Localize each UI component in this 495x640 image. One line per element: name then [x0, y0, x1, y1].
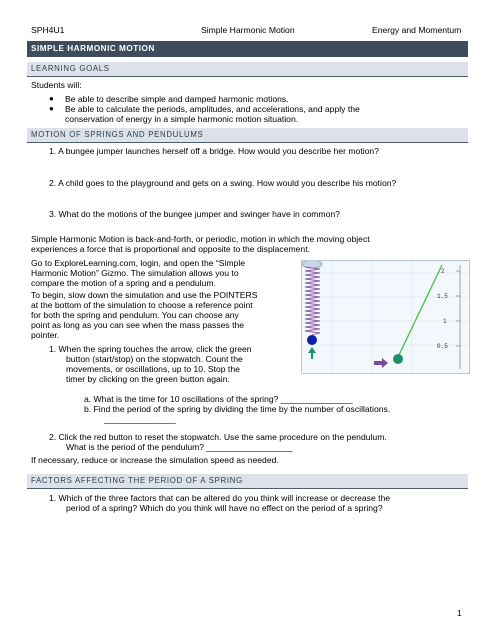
step-line: button (start/stop) on the stopwatch. Count the	[66, 354, 243, 364]
page-title: SIMPLE HARMONIC MOTION	[31, 44, 155, 53]
sub-question-b: b. Find the period of the spring by dividing the time by the number of oscillations.	[84, 404, 391, 414]
step-line: timer by clicking on the green button again.	[66, 374, 230, 384]
paragraph-line: point as long as you can see when the mass passes the	[31, 320, 245, 330]
page-number: 1	[457, 608, 462, 618]
paragraph-line: To begin, slow down the simulation and use the POINTERS	[31, 290, 258, 300]
question: 1. A bungee jumper launches herself off a bridge. How would you describe her motion?	[49, 146, 379, 156]
header-topic: Simple Harmonic Motion	[201, 25, 295, 35]
step-line: What is the period of the pendulum? __________________	[66, 442, 293, 452]
section-heading: MOTION OF SPRINGS AND PENDULUMS	[31, 130, 204, 139]
header-unit: Energy and Momentum	[372, 25, 462, 35]
paragraph-line: Harmonic Motion” Gizmo. The simulation allows you to	[31, 268, 239, 278]
section-learning-goals	[27, 62, 468, 77]
paragraph-line: compare the motion of a spring and a pendulum.	[31, 278, 216, 288]
scale-label: 1	[443, 318, 447, 325]
question: 2. A child goes to the playground and gets on a swing. How would you describe his motion?	[49, 178, 397, 188]
section-heading: FACTORS AFFECTING THE PERIOD OF A SPRING	[31, 476, 243, 485]
step-line: 2. Click the red button to reset the stopwatch. Use the same procedure on the pendulum.	[49, 432, 387, 442]
sub-question-a: a. What is the time for 10 oscillations of the spring? _______________	[84, 394, 353, 404]
paragraph-line: for both the spring and pendulum. You can choose any	[31, 310, 239, 320]
simulation-svg	[302, 261, 469, 373]
section-factors	[27, 474, 468, 489]
goal-item: Be able to calculate the periods, amplitudes, and accelerations, and apply the	[65, 104, 360, 114]
definition-text: experiences a force that is proportional and opposite to the displacement.	[31, 244, 310, 254]
speed-note: If necessary, reduce or increase the simulation speed as needed.	[31, 455, 279, 465]
question: 1. Which of the three factors that can be altered do you think will increase or decrease the	[49, 493, 391, 503]
scale-label: 2	[441, 268, 445, 275]
definition-text: Simple Harmonic Motion is back-and-forth, or periodic, motion in which the moving object	[31, 234, 370, 244]
scale-label: 1.5	[437, 293, 448, 300]
course-code: SPH4U1	[31, 25, 65, 35]
step-line: movements, or oscillations, up to 10. Stop the	[66, 364, 240, 374]
bullet-icon: ●	[49, 104, 54, 113]
bullet-icon: ●	[49, 94, 54, 103]
paragraph-line: Go to ExploreLearning.com, login, and open the “Simple	[31, 258, 246, 268]
paragraph-line: pointer.	[31, 330, 60, 340]
section-heading: LEARNING GOALS	[31, 64, 110, 73]
arrow-up-icon	[308, 347, 316, 359]
gizmo-simulation-image	[301, 260, 470, 374]
arrow-right-icon	[374, 358, 388, 368]
step-line: 1. When the spring touches the arrow, click the green	[49, 344, 252, 354]
goal-item: conservation of energy in a simple harmonic motion situation.	[65, 114, 299, 124]
question: period of a spring? Which do you think will have no effect on the period of a spring?	[66, 503, 383, 513]
answer-blank: _______________	[104, 414, 176, 424]
section-springs-pendulums	[27, 128, 468, 143]
paragraph-line: at the bottom of the simulation to choose a reference point	[31, 300, 253, 310]
scale-label: 0.5	[437, 343, 448, 350]
goal-item: Be able to describe simple and damped harmonic motions.	[65, 94, 289, 104]
students-will: Students will:	[31, 80, 82, 90]
spring-mass	[307, 335, 317, 345]
pendulum-bob	[393, 354, 403, 364]
title-bar	[27, 41, 468, 57]
question: 3. What do the motions of the bungee jumper and swinger have in common?	[49, 209, 340, 219]
